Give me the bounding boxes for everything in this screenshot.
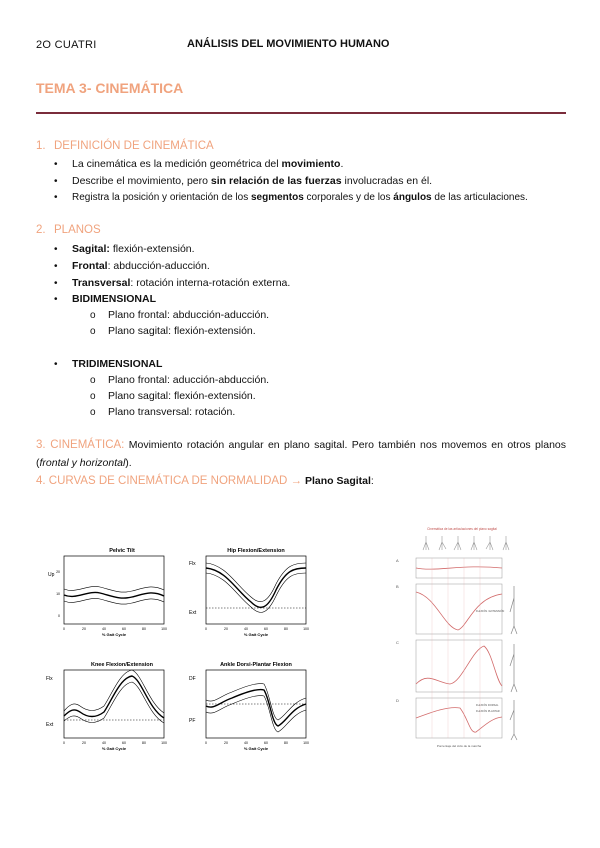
hip-upper-band [206, 563, 306, 602]
svg-text:10: 10 [56, 592, 60, 596]
section-number: 2. [36, 224, 46, 236]
title-divider [36, 112, 566, 114]
header-subject: ANÁLISIS DEL MOVIMIENTO HUMANO [187, 38, 390, 50]
chart-title-knee: Knee Flexion/Extension [90, 662, 154, 668]
section-1-heading [36, 140, 214, 152]
bidi-item-2: o Plano sagital: flexión-extensión. [90, 325, 256, 337]
svg-text:0: 0 [63, 627, 65, 631]
section-2-heading [36, 224, 101, 236]
svg-text:Up: Up [48, 572, 55, 578]
section-title: PLANOS [54, 224, 101, 236]
svg-text:C: C [396, 640, 399, 645]
skeleton-row-icon [423, 536, 509, 550]
svg-text:% Gait Cycle: % Gait Cycle [243, 746, 269, 751]
svg-text:FLEXIÓN / EXTENSIÓN: FLEXIÓN / EXTENSIÓN [476, 610, 505, 613]
svg-text:60: 60 [264, 741, 268, 745]
svg-text:% Gait Cycle: % Gait Cycle [243, 632, 269, 637]
svg-text:60: 60 [122, 627, 126, 631]
svg-text:FLEXIÓN DORSAL: FLEXIÓN DORSAL [476, 704, 499, 707]
tridi-item-2: o Plano sagital: flexión-extensión. [90, 390, 256, 402]
bullet: • [54, 192, 58, 203]
pelvic-upper-band [64, 586, 164, 592]
svg-text:20: 20 [224, 741, 228, 745]
pelvic-mean-curve [64, 592, 164, 598]
panel-c-curve [416, 646, 502, 686]
pelvic-lower-band [64, 598, 164, 604]
section-3-paragraph: 3. CINEMÁTICA: Movimiento rotación angular en plano sagital. Pero también nos movemos en otros planos (frontal y horizontal). [36, 439, 566, 469]
svg-text:DF: DF [189, 676, 196, 682]
svg-text:20: 20 [82, 627, 86, 631]
svg-text:Flx: Flx [189, 561, 196, 567]
svg-text:0: 0 [63, 741, 65, 745]
bullet: • [54, 159, 58, 170]
bidi-item-1: o Plano frontal: abducción-aducción. [90, 309, 270, 321]
svg-text:Ext: Ext [189, 610, 197, 616]
s2-bullet-bidimensional: • BIDIMENSIONAL [54, 293, 156, 305]
svg-text:20: 20 [56, 570, 60, 574]
svg-text:D: D [396, 698, 399, 703]
svg-text:Flx: Flx [46, 676, 53, 682]
chart-title-hip: Hip Flexion/Extension [227, 548, 285, 554]
svg-text:100: 100 [303, 741, 309, 745]
svg-text:20: 20 [82, 741, 86, 745]
svg-text:FLEXIÓN PLANTAR: FLEXIÓN PLANTAR [476, 710, 500, 713]
section-4-heading: 4. CURVAS DE CINEMÁTICA DE NORMALIDAD → Plano Sagital: [36, 475, 374, 487]
svg-text:80: 80 [142, 627, 146, 631]
svg-text:% Gait Cycle: % Gait Cycle [101, 632, 127, 637]
figure-right-title: Cinemática de las articulaciones del plano sagital [427, 527, 497, 531]
s1-bullet-2: • Describe el movimiento, pero sin relación de las fuerzas involucradas en él. [54, 173, 432, 190]
page-title: TEMA 3- CINEMÁTICA [36, 80, 184, 96]
gait-curves-figure [36, 540, 336, 752]
svg-text:% Gait Cycle: % Gait Cycle [101, 746, 127, 751]
svg-text:Ext: Ext [46, 722, 54, 728]
s2-bullet-frontal: • Frontal: abducción-aducción. [54, 260, 210, 272]
svg-text:80: 80 [284, 741, 288, 745]
svg-text:0: 0 [205, 741, 207, 745]
svg-text:0: 0 [205, 627, 207, 631]
svg-text:60: 60 [122, 741, 126, 745]
header-course: 2O CUATRI [36, 39, 97, 51]
section-title: DEFINICIÓN DE CINEMÁTICA [54, 140, 214, 152]
svg-text:40: 40 [244, 741, 248, 745]
bullet: • [54, 176, 58, 187]
svg-text:60: 60 [264, 627, 268, 631]
svg-text:40: 40 [102, 627, 106, 631]
s1-bullet-3: • Registra la posición y orientación de los segmentos corporales y de los ángulos de las articulaciones. [54, 190, 528, 206]
svg-text:100: 100 [161, 741, 167, 745]
panel-a-curve [416, 567, 502, 569]
svg-text:80: 80 [284, 627, 288, 631]
svg-text:B: B [396, 584, 399, 589]
s2-bullet-transversal: • Transversal: rotación interna-rotación externa. [54, 277, 291, 289]
svg-text:100: 100 [161, 627, 167, 631]
section-3-heading: 3. CINEMÁTICA: [36, 439, 125, 451]
tridi-item-1: o Plano frontal: aducción-abducción. [90, 374, 270, 386]
svg-text:20: 20 [224, 627, 228, 631]
s1-bullet-1: • La cinemática es la medición geométrica del movimiento. [54, 156, 343, 173]
sagittal-kinematics-figure [392, 522, 532, 752]
skeleton-side-icon [510, 586, 517, 740]
s2-bullet-sagital: • Sagital: flexión-extensión. [54, 243, 195, 255]
svg-text:100: 100 [303, 627, 309, 631]
svg-text:80: 80 [142, 741, 146, 745]
svg-text:0: 0 [58, 614, 60, 618]
svg-text:40: 40 [244, 627, 248, 631]
section-number: 1. [36, 140, 46, 152]
svg-text:PF: PF [189, 718, 196, 724]
hip-mean-curve [206, 568, 306, 607]
s2-bullet-tridimensional: • TRIDIMENSIONAL [54, 358, 163, 370]
tridi-item-3: o Plano transversal: rotación. [90, 406, 236, 418]
figure-right-xlabel: Porcentaje del ciclo de la marcha [436, 744, 482, 748]
svg-text:40: 40 [102, 741, 106, 745]
chart-title-ankle: Ankle Dorsi-Plantar Flexion [220, 662, 292, 668]
knee-mean-curve [64, 676, 164, 718]
chart-title-pelvic-tilt: Pelvic Tilt [109, 548, 135, 554]
svg-text:A: A [396, 558, 399, 563]
